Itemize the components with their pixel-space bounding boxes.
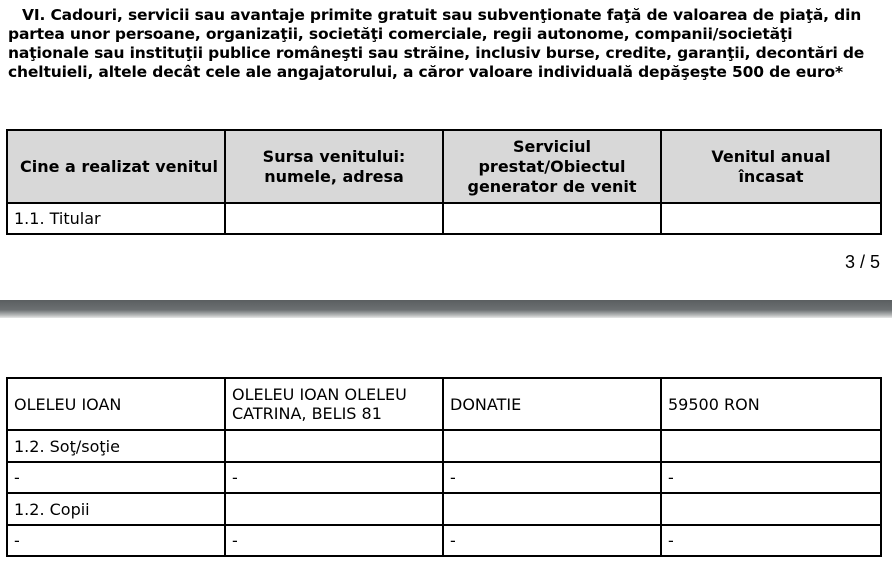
page-separator [0, 300, 892, 318]
heading-line-2: partea unor persoane, organizaţii, societăţi comerciale, regii autonome, companii/societăţi [8, 25, 793, 43]
header-source-line2: numele, adresa [264, 166, 404, 186]
table-header-row [7, 130, 881, 203]
table-cell [443, 203, 661, 234]
table-cell [225, 493, 443, 525]
header-income-line1: Venitul anual [711, 146, 831, 166]
children-label: 1.2. Copii [7, 493, 225, 525]
heading-line-4: cheltuieli, altele decât cele ale angajatorului, a căror valoare individuală depăşeşte 500 de euro* [8, 63, 843, 81]
table-row [7, 378, 881, 430]
heading-line-1: VI. Cadouri, servicii sau avantaje primite gratuit sau subvenţionate faţă de valoarea de piaţă, din [22, 6, 862, 24]
page-number: 3 / 5 [844, 252, 880, 272]
table-cell [443, 430, 661, 462]
entry-source [225, 378, 443, 430]
entry-income: 59500 RON [661, 378, 881, 430]
children-dash-1: - [7, 525, 225, 556]
table-cell [661, 430, 881, 462]
entry-source-line1: OLELEU IOAN OLELEU [232, 385, 407, 404]
header-service-line3: generator de venit [467, 176, 637, 196]
header-income [661, 130, 881, 203]
table-row [7, 493, 881, 525]
header-source-line1: Sursa venitului: [262, 146, 406, 166]
spouse-dash-3: - [443, 462, 661, 493]
table-row [7, 203, 881, 234]
gifts-table-header [6, 129, 882, 235]
table-row [7, 430, 881, 462]
header-service-line1: Serviciul [512, 136, 592, 156]
titular-label: 1.1. Titular [7, 203, 225, 234]
gifts-table-body [6, 377, 882, 557]
children-dash-3: - [443, 525, 661, 556]
header-service [443, 130, 661, 203]
table-cell [661, 203, 881, 234]
header-source [225, 130, 443, 203]
table-cell [443, 493, 661, 525]
heading-line-3: naţionale sau instituţii publice româneşti sau străine, inclusiv burse, credite, garanţii, decontări de [8, 44, 865, 62]
header-who: Cine a realizat venitul [7, 130, 225, 203]
spouse-dash-2: - [225, 462, 443, 493]
spouse-dash-1: - [7, 462, 225, 493]
table-cell [225, 430, 443, 462]
table-cell [225, 203, 443, 234]
entry-service: DONATIE [443, 378, 661, 430]
entry-source-line2: CATRINA, BELIS 81 [232, 404, 382, 423]
spouse-label: 1.2. Soţ/soţie [7, 430, 225, 462]
children-dash-4: - [661, 525, 881, 556]
header-income-line2: încasat [738, 166, 804, 186]
header-service-line2: prestat/Obiectul [478, 156, 626, 176]
table-row [7, 525, 881, 556]
spouse-dash-4: - [661, 462, 881, 493]
entry-who: OLELEU IOAN [7, 378, 225, 430]
table-cell [661, 493, 881, 525]
table-row [7, 462, 881, 493]
section-heading [8, 6, 888, 82]
children-dash-2: - [225, 525, 443, 556]
